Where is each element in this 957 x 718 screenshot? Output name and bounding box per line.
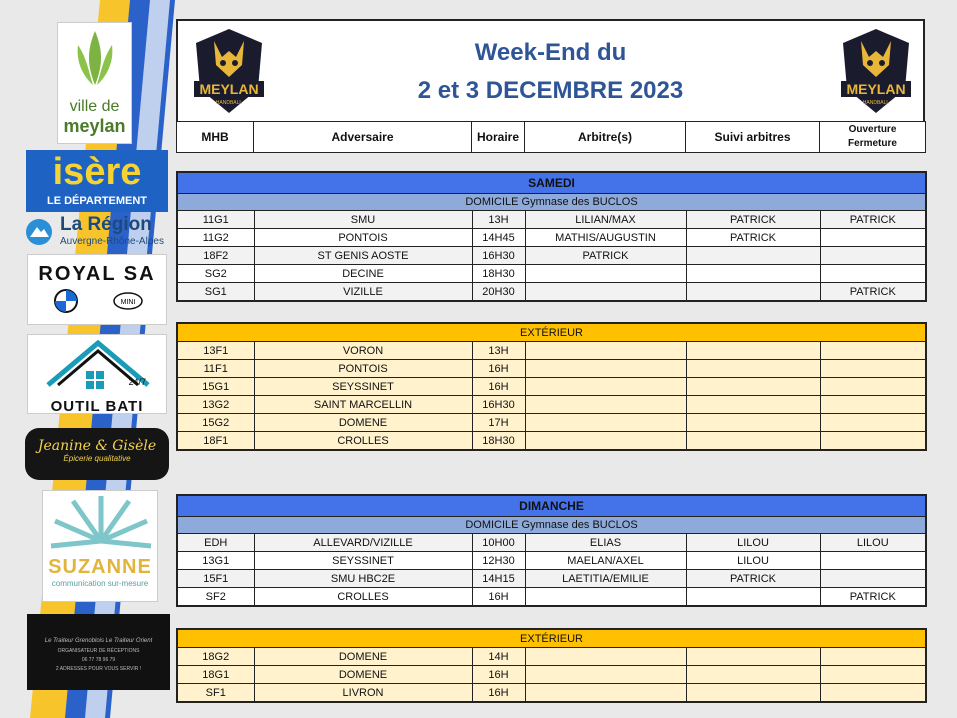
cell-open-close (820, 570, 926, 588)
cell-referees (525, 283, 686, 302)
table-row (177, 570, 926, 588)
cell-team: 13G2 (177, 396, 254, 414)
isere-line2: LE DÉPARTEMENT (46, 195, 148, 207)
outil-line2: 24/7 (128, 377, 146, 387)
jeanine-line2: Épicerie qualitative (63, 454, 131, 463)
col-arbitres: Arbitre(s) (525, 122, 686, 153)
cell-referees (525, 265, 686, 283)
cell-referees (525, 414, 686, 432)
cell-team: 13G1 (177, 552, 254, 570)
cell-ref-followup (686, 588, 820, 607)
cell-ref-followup (686, 432, 820, 451)
cell-open-close (820, 684, 926, 703)
cell-open-close (820, 432, 926, 451)
suzanne-line2: communication sur-mesure (51, 579, 149, 588)
cell-open-close: PATRICK (820, 211, 926, 229)
cell-referees: MATHIS/AUGUSTIN (525, 229, 686, 247)
outil-bati-logo (27, 334, 167, 414)
dimanche-away-table (176, 628, 927, 703)
cell-time: 16H30 (472, 396, 525, 414)
cell-open-close (820, 414, 926, 432)
cell-opponent: DECINE (254, 265, 472, 283)
ville-de-meylan-logo (57, 22, 132, 144)
cell-ref-followup: LILOU (686, 534, 820, 552)
col-ouverture-line2: Fermeture (848, 138, 897, 149)
cell-ref-followup (686, 342, 820, 360)
cell-time: 16H (472, 378, 525, 396)
bmw-mini-icon (28, 286, 167, 316)
cell-open-close (820, 360, 926, 378)
region-line2: Auvergne-Rhône-Alpes (60, 236, 164, 247)
cell-time: 13H (472, 342, 525, 360)
cell-referees (525, 684, 686, 703)
table-row (177, 265, 926, 283)
logo-left-subtext: HANDBALL (215, 100, 243, 106)
cell-ref-followup (686, 684, 820, 703)
cell-referees (525, 432, 686, 451)
cell-time: 20H30 (472, 283, 525, 302)
cell-referees (525, 666, 686, 684)
la-region-logo (22, 214, 168, 250)
cell-opponent: PONTOIS (254, 360, 472, 378)
col-horaire: Horaire (472, 122, 525, 153)
table-row (177, 648, 926, 666)
cell-ref-followup: PATRICK (686, 570, 820, 588)
dimanche-away-title: EXTÉRIEUR (177, 629, 926, 648)
cell-ref-followup (686, 283, 820, 302)
cell-open-close (820, 342, 926, 360)
isere-departement-logo (26, 150, 168, 212)
cell-ref-followup: PATRICK (686, 211, 820, 229)
cell-time: 18H30 (472, 432, 525, 451)
cell-opponent: DOMENE (254, 648, 472, 666)
cell-team: 18G2 (177, 648, 254, 666)
table-row (177, 396, 926, 414)
jeanine-gisele-logo (25, 428, 169, 480)
table-row (177, 684, 926, 703)
cell-time: 16H30 (472, 247, 525, 265)
cell-ref-followup: LILOU (686, 552, 820, 570)
traiteur-line1: Le Traiteur Grenoblois Le Traiteur Orient (44, 638, 153, 644)
traiteur-logo (27, 614, 170, 690)
cell-team: 18F2 (177, 247, 254, 265)
cell-opponent: CROLLES (254, 588, 472, 607)
cell-open-close: LILOU (820, 534, 926, 552)
cell-opponent: SMU (254, 211, 472, 229)
cell-time: 18H30 (472, 265, 525, 283)
cell-time: 13H (472, 211, 525, 229)
cell-team: 18F1 (177, 432, 254, 451)
title-area (178, 21, 923, 121)
cell-ref-followup (686, 396, 820, 414)
dimanche-title: DIMANCHE (177, 495, 926, 517)
house-icon (28, 335, 167, 393)
isere-line1: isère (52, 151, 142, 193)
col-suivi: Suivi arbitres (686, 122, 820, 153)
cell-referees: LILIAN/MAX (525, 211, 686, 229)
cell-ref-followup (686, 265, 820, 283)
cell-opponent: DOMENE (254, 666, 472, 684)
traiteur-line4: 2 ADRESSES POUR VOUS SERVIR ! (55, 666, 142, 672)
logo-right-text: MEYLAN (846, 81, 906, 97)
royal-line1: ROYAL SA (38, 263, 156, 285)
cell-team: 15G1 (177, 378, 254, 396)
cell-opponent: ALLEVARD/VIZILLE (254, 534, 472, 552)
cell-open-close: PATRICK (820, 588, 926, 607)
cell-time: 16H (472, 360, 525, 378)
region-icon (24, 217, 54, 247)
cell-time: 16H (472, 588, 525, 607)
samedi-home-table (176, 171, 927, 302)
samedi-subtitle: DOMICILE Gymnase des BUCLOS (177, 194, 926, 211)
cell-team: EDH (177, 534, 254, 552)
col-adversaire: Adversaire (254, 122, 472, 153)
cell-ref-followup (686, 378, 820, 396)
table-row (177, 360, 926, 378)
traiteur-line3: 06 77 78 96 79 (81, 657, 116, 663)
meylan-handball-logo-right (839, 27, 913, 115)
cell-team: 11G1 (177, 211, 254, 229)
dimanche-home-table (176, 494, 927, 607)
cell-open-close: PATRICK (820, 283, 926, 302)
cell-referees (525, 342, 686, 360)
cell-opponent: SMU HBC2E (254, 570, 472, 588)
column-header-table (176, 121, 926, 153)
cell-referees (525, 648, 686, 666)
title-line2: 2 et 3 DECEMBRE 2023 (417, 77, 684, 104)
table-row (177, 432, 926, 451)
cell-open-close (820, 378, 926, 396)
cell-time: 14H (472, 648, 525, 666)
cell-opponent: SEYSSINET (254, 378, 472, 396)
table-row (177, 229, 926, 247)
cell-opponent: VIZILLE (254, 283, 472, 302)
cell-opponent: ST GENIS AOSTE (254, 247, 472, 265)
cell-ref-followup (686, 666, 820, 684)
table-row (177, 666, 926, 684)
sunburst-icon (43, 491, 158, 551)
cell-team: 18G1 (177, 666, 254, 684)
cell-ref-followup (686, 360, 820, 378)
logo-left-text: MEYLAN (199, 81, 259, 97)
jeanine-line1: Jeanine & Gisèle (37, 438, 157, 454)
samedi-away-table (176, 322, 927, 451)
cell-ref-followup (686, 648, 820, 666)
cell-time: 14H15 (472, 570, 525, 588)
cell-open-close (820, 247, 926, 265)
cell-opponent: VORON (254, 342, 472, 360)
cell-team: 11G2 (177, 229, 254, 247)
col-ouverture (820, 122, 926, 153)
cell-open-close (820, 648, 926, 666)
cell-team: SG1 (177, 283, 254, 302)
cell-team: SF2 (177, 588, 254, 607)
cell-opponent: CROLLES (254, 432, 472, 451)
cell-time: 16H (472, 666, 525, 684)
col-ouverture-line1: Ouverture (848, 124, 897, 135)
cell-referees: PATRICK (525, 247, 686, 265)
cell-referees (525, 378, 686, 396)
ville-line1: ville de (69, 98, 120, 115)
cell-team: 15F1 (177, 570, 254, 588)
leaf-icon (58, 23, 132, 93)
table-row (177, 552, 926, 570)
col-mhb: MHB (177, 122, 254, 153)
cell-team: 11F1 (177, 360, 254, 378)
suzanne-logo (42, 490, 158, 602)
cell-open-close (820, 666, 926, 684)
cell-time: 10H00 (472, 534, 525, 552)
cell-team: 13F1 (177, 342, 254, 360)
traiteur-line2: ORGANISATEUR DE RÉCEPTIONS (57, 648, 140, 654)
cell-referees (525, 396, 686, 414)
samedi-title: SAMEDI (177, 172, 926, 194)
outil-line1: OUTIL BATI (50, 398, 144, 414)
cell-open-close (820, 229, 926, 247)
cell-ref-followup (686, 247, 820, 265)
table-row (177, 283, 926, 302)
dimanche-subtitle: DOMICILE Gymnase des BUCLOS (177, 517, 926, 534)
cell-opponent: PONTOIS (254, 229, 472, 247)
cell-team: SF1 (177, 684, 254, 703)
cell-team: SG2 (177, 265, 254, 283)
cell-open-close (820, 396, 926, 414)
royal-sa-logo (27, 254, 167, 325)
region-line1: La Région (60, 214, 152, 235)
cell-time: 14H45 (472, 229, 525, 247)
table-row (177, 534, 926, 552)
table-row (177, 378, 926, 396)
title-line1: Week-End du (474, 39, 627, 66)
suzanne-line1: SUZANNE (48, 556, 152, 578)
cell-referees: LAETITIA/EMILIE (525, 570, 686, 588)
ville-line2: meylan (63, 116, 126, 136)
cell-opponent: SEYSSINET (254, 552, 472, 570)
cell-referees: MAELAN/AXEL (525, 552, 686, 570)
cell-ref-followup (686, 414, 820, 432)
cell-ref-followup: PATRICK (686, 229, 820, 247)
cell-referees (525, 360, 686, 378)
cell-opponent: DOMENE (254, 414, 472, 432)
table-row (177, 211, 926, 229)
cell-open-close (820, 552, 926, 570)
table-row (177, 342, 926, 360)
mini-text: MINI (120, 299, 136, 306)
schedule-header (176, 19, 925, 152)
cell-opponent: LIVRON (254, 684, 472, 703)
cell-open-close (820, 265, 926, 283)
table-row (177, 414, 926, 432)
table-row (177, 247, 926, 265)
cell-opponent: SAINT MARCELLIN (254, 396, 472, 414)
table-row (177, 588, 926, 607)
cell-time: 16H (472, 684, 525, 703)
cell-referees: ELIAS (525, 534, 686, 552)
cell-referees (525, 588, 686, 607)
cell-team: 15G2 (177, 414, 254, 432)
cell-time: 17H (472, 414, 525, 432)
logo-right-subtext: HANDBALL (862, 100, 890, 106)
cell-time: 12H30 (472, 552, 525, 570)
samedi-away-title: EXTÉRIEUR (177, 323, 926, 342)
